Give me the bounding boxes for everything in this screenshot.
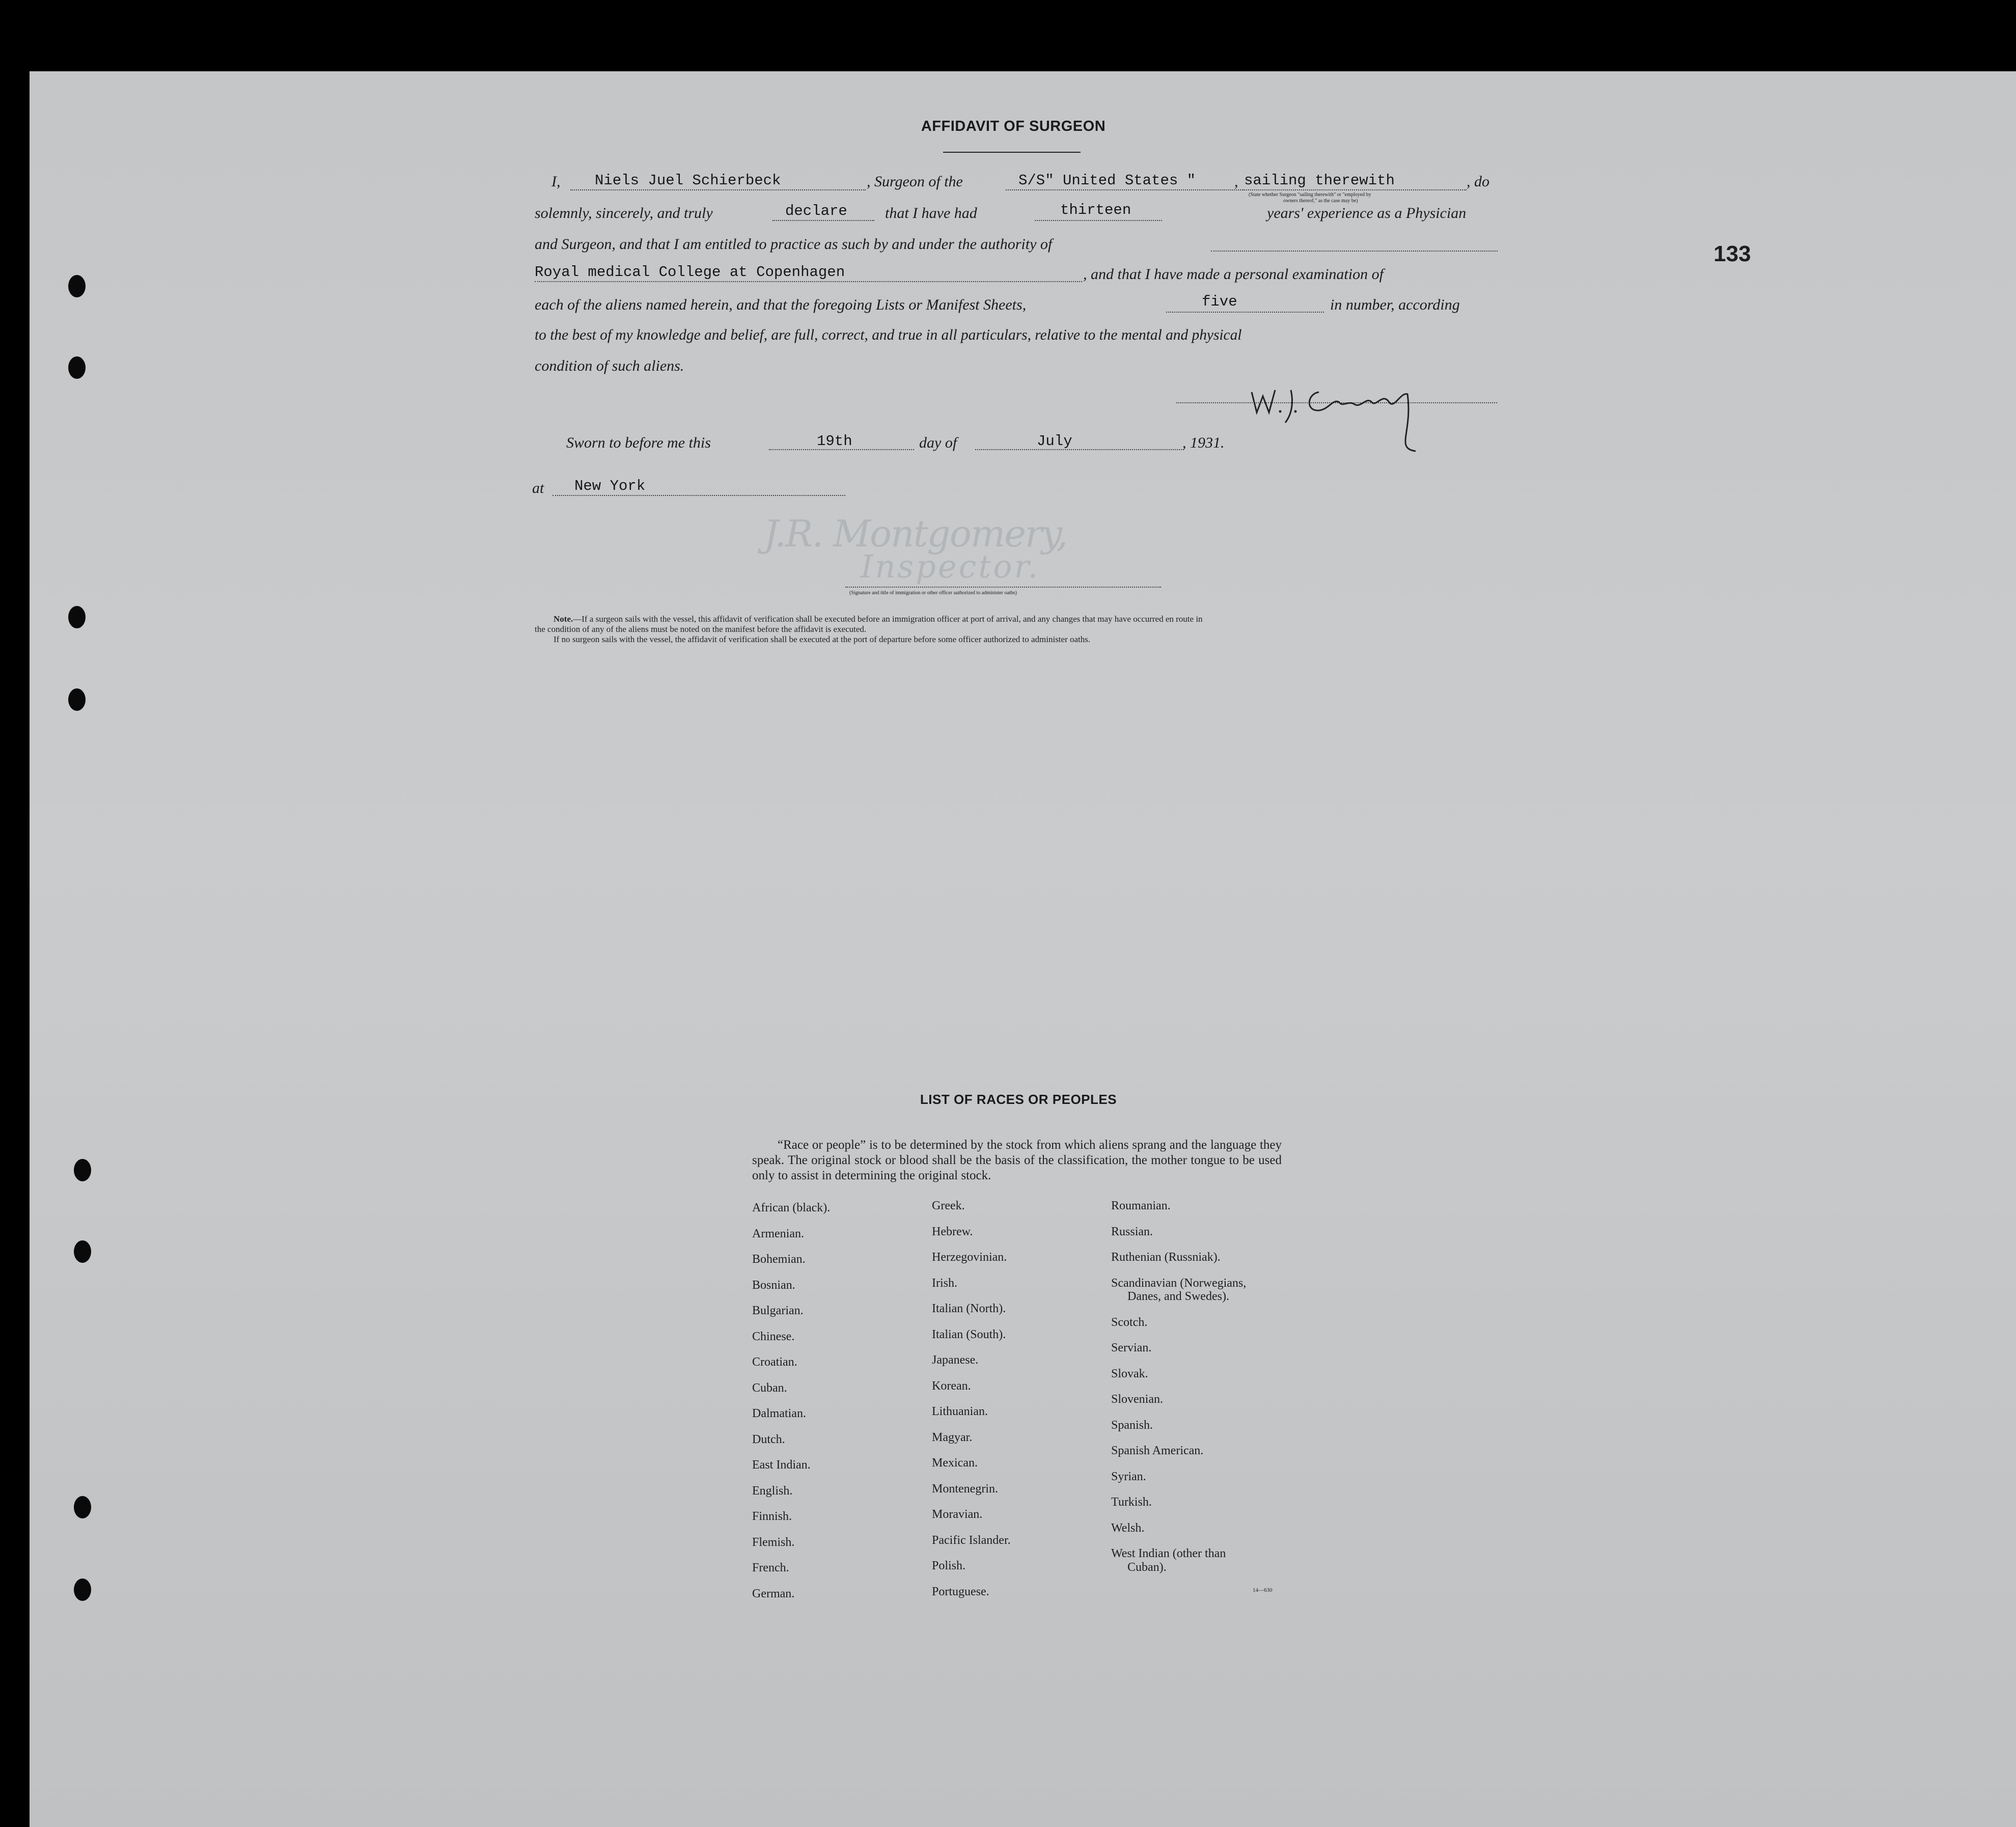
race-item: Mexican.	[932, 1456, 978, 1470]
race-item: English.	[752, 1484, 793, 1498]
race-item: Scotch.	[1111, 1315, 1148, 1329]
race-item: Dutch.	[752, 1432, 785, 1446]
line5-suffix: in number, according	[1330, 296, 1460, 313]
race-item: Spanish.	[1111, 1418, 1153, 1432]
authority-blank-a	[1211, 251, 1498, 252]
races-title: LIST OF RACES OR PEOPLES	[920, 1092, 1117, 1107]
binder-hole	[68, 275, 86, 297]
declare-blank	[772, 220, 874, 221]
race-item: Pacific Islander.	[932, 1533, 1011, 1547]
name-blank	[570, 189, 866, 190]
officer-signature-line	[845, 587, 1161, 588]
line1-suffix: , do	[1467, 173, 1489, 190]
race-item: Slovenian.	[1111, 1393, 1163, 1406]
race-item: Danes, and Swedes).	[1127, 1290, 1229, 1303]
authority-blank-b	[535, 281, 1082, 282]
race-item: Ruthenian (Russniak).	[1111, 1251, 1221, 1264]
declare-value: declare	[785, 203, 847, 219]
race-item: Moravian.	[932, 1508, 983, 1521]
signature-caption: (Signature and title of immigration or other officer authorized to administer oaths)	[849, 590, 1017, 596]
sworn-prefix: Sworn to before me this	[566, 434, 711, 451]
sheets-value: five	[1202, 293, 1237, 310]
page-number: 133	[1714, 241, 1751, 266]
race-item: Montenegrin.	[932, 1482, 998, 1496]
race-item: Japanese.	[932, 1353, 979, 1367]
race-item: Hebrew.	[932, 1225, 973, 1238]
binder-hole	[68, 688, 86, 711]
form-code: 14—630	[1253, 1587, 1273, 1593]
sailing-status: sailing therewith	[1244, 172, 1395, 189]
race-item: Bosnian.	[752, 1278, 795, 1292]
line6-text: to the best of my knowledge and belief, are full, correct, and true in all particulars, relative to the mental and physical	[535, 327, 1242, 343]
race-item: Polish.	[932, 1559, 966, 1572]
line2-suffix: years' experience as a Physician	[1267, 205, 1467, 222]
race-item: Portuguese.	[932, 1585, 989, 1598]
surgeon-name: Niels Juel Schierbeck	[595, 172, 781, 189]
affidavit-title: AFFIDAVIT OF SURGEON	[921, 118, 1106, 134]
authority-value: Royal medical College at Copenhagen	[535, 264, 845, 281]
race-item: Finnish.	[752, 1510, 792, 1523]
sheets-blank	[1166, 312, 1324, 313]
race-item: Cuban.	[752, 1381, 787, 1395]
sworn-year: , 1931.	[1182, 434, 1225, 451]
surgeon-signature	[1242, 372, 1436, 458]
note-line-1	[554, 614, 1203, 624]
line4-suffix: , and that I have made a personal examination of	[1083, 266, 1384, 283]
race-item: Magyar.	[932, 1430, 973, 1444]
line5-prefix: each of the aliens named herein, and that the foregoing Lists or Manifest Sheets,	[535, 296, 1027, 313]
sworn-day: 19th	[817, 433, 852, 450]
note-label: Note.	[554, 614, 573, 624]
binder-hole	[74, 1579, 91, 1601]
line3-text: and Surgeon, and that I am entitled to practice as such by and under the authority of	[535, 236, 1053, 253]
race-item: Herzegovinian.	[932, 1251, 1007, 1264]
sailing-note-2: owners thereof," as the case may be)	[1283, 198, 1358, 204]
race-item: Scandinavian (Norwegians,	[1111, 1276, 1247, 1290]
race-item: Servian.	[1111, 1341, 1152, 1354]
race-item: Bulgarian.	[752, 1304, 804, 1317]
at-place: New York	[574, 478, 646, 494]
line7-text: condition of such aliens.	[535, 357, 684, 374]
race-item: Irish.	[932, 1276, 957, 1290]
race-item: Greek.	[932, 1199, 965, 1212]
race-item: Welsh.	[1111, 1521, 1145, 1535]
at-prefix: at	[532, 480, 544, 496]
race-item: African (black).	[752, 1201, 831, 1214]
race-item: German.	[752, 1587, 795, 1600]
race-item: Turkish.	[1111, 1496, 1152, 1509]
surgeon-of-label: , Surgeon of the	[867, 173, 963, 190]
binder-hole	[74, 1496, 91, 1518]
race-item: Syrian.	[1111, 1470, 1146, 1483]
vessel-name: S/S" United States "	[1018, 172, 1196, 189]
race-item: Bohemian.	[752, 1253, 806, 1266]
line2-middle: that I have had	[885, 205, 977, 222]
years-value: thirteen	[1060, 202, 1131, 218]
race-item: Italian (North).	[932, 1302, 1006, 1315]
race-item: Korean.	[932, 1379, 971, 1393]
officer-signature-name: J.R. Montgomery,	[764, 512, 1067, 555]
sailing-note-1: (State whether Surgeon "sailing therewith" or "employed by	[1249, 192, 1371, 198]
race-item: Croatian.	[752, 1355, 797, 1369]
races-intro: “Race or people” is to be determined by the stock from which aliens sprang and the language they speak. The original stock or blood shall be the basis of the classification, the mother tongue to be used only to assist in determining the original stock.	[752, 1138, 1282, 1182]
vessel-blank	[1006, 189, 1245, 190]
comma-glyph: ,	[1234, 173, 1238, 190]
place-blank	[553, 495, 845, 496]
binder-hole	[68, 356, 86, 379]
race-item: Armenian.	[752, 1227, 804, 1240]
race-item: Dalmatian.	[752, 1407, 806, 1420]
sworn-month: July	[1037, 433, 1072, 450]
race-item: Slovak.	[1111, 1367, 1148, 1380]
binder-hole	[74, 1159, 91, 1181]
sworn-day-of: day of	[919, 434, 957, 451]
race-item: Flemish.	[752, 1535, 795, 1549]
race-item: Chinese.	[752, 1330, 795, 1343]
sailing-blank	[1242, 189, 1467, 190]
note-line-2: the condition of any of the aliens must be noted on the manifest before the affidavit is executed.	[535, 624, 867, 634]
race-item: East Indian.	[752, 1458, 811, 1472]
race-item: Italian (South).	[932, 1327, 1006, 1341]
race-item: Cuban).	[1127, 1560, 1167, 1574]
race-item: French.	[752, 1561, 789, 1574]
line2-prefix: solemnly, sincerely, and truly	[535, 205, 713, 222]
binder-hole	[74, 1240, 91, 1263]
binder-hole	[68, 606, 86, 628]
race-item: Lithuanian.	[932, 1405, 988, 1418]
title-underline	[943, 152, 1081, 153]
officer-signature-title: Inspector.	[861, 548, 1040, 585]
line1-prefix: I,	[551, 173, 561, 190]
race-item: Roumanian.	[1111, 1199, 1171, 1212]
month-blank	[975, 449, 1184, 450]
note-text-1: —If a surgeon sails with the vessel, this affidavit of verification shall be executed before an immigration officer at port of arrival, and any changes that may have occurred en route in	[573, 614, 1203, 624]
note-line-3: If no surgeon sails with the vessel, the affidavit of verification shall be executed at the port of departure before some officer authorized to administer oaths.	[554, 634, 1091, 644]
race-item: Russian.	[1111, 1225, 1153, 1238]
race-item: Spanish American.	[1111, 1444, 1204, 1457]
race-item: West Indian (other than	[1111, 1547, 1226, 1560]
years-blank	[1035, 220, 1162, 221]
